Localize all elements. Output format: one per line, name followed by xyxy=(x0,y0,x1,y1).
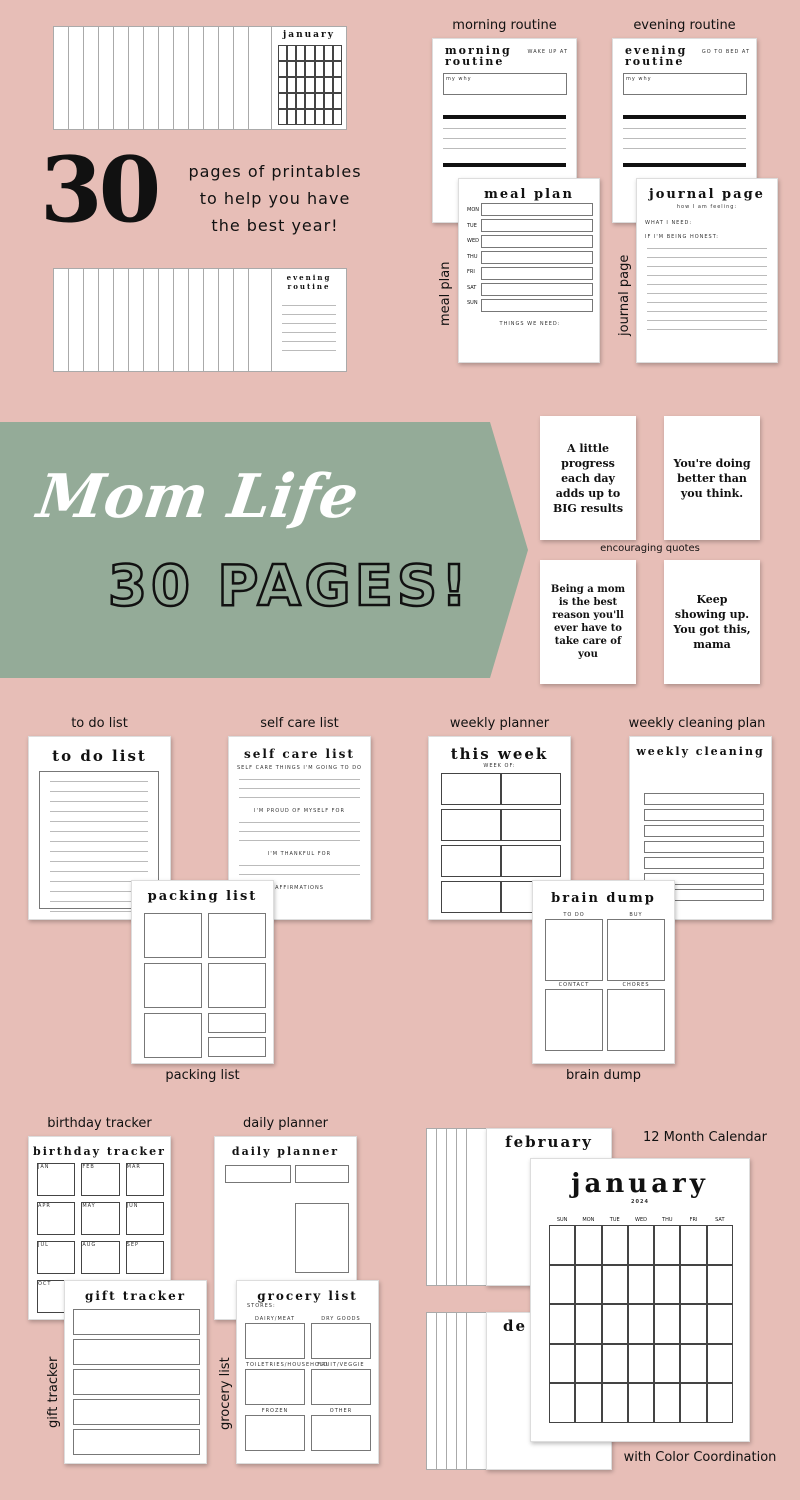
thumb-evening xyxy=(271,268,347,372)
gift-title: gift tracker xyxy=(84,1289,187,1303)
meal-foot: THINGS WE NEED: xyxy=(499,321,561,327)
selfcare-title: self care list xyxy=(244,747,355,761)
page-packing xyxy=(131,880,274,1064)
caption-brain: brain dump xyxy=(566,1068,641,1083)
thumbnail-strip-bottom xyxy=(53,268,347,372)
caption-journal-page: journal page xyxy=(617,254,632,336)
selfcare-line-2: I'M PROUD OF MYSELF FOR xyxy=(254,808,345,814)
caption-morning-routine: morning routine xyxy=(452,18,557,33)
caption-evening-routine: evening routine xyxy=(633,18,736,33)
evening-bed: GO TO BED AT xyxy=(701,49,750,55)
headline-tagline xyxy=(180,158,370,239)
morning-wake: WAKE UP AT xyxy=(527,49,568,55)
caption-cleaning: weekly cleaning plan xyxy=(628,716,766,731)
page-january xyxy=(530,1158,750,1442)
banner-subtitle: 30 PAGES! xyxy=(108,554,471,619)
week-of: WEEK OF: xyxy=(483,763,516,769)
brain-title: brain dump xyxy=(551,891,656,906)
journal-honest: IF I'M BEING HONEST: xyxy=(645,234,719,240)
caption-meal-plan: meal plan xyxy=(438,261,453,326)
birthday-title: birthday tracker xyxy=(33,1145,166,1158)
caption-color-coordination: with Color Coordination xyxy=(623,1450,777,1465)
january-year: 2024 xyxy=(631,1199,649,1205)
thumbnail-strip-top xyxy=(53,26,347,130)
page-brain-dump: brain dump TO DO BUY CONTACT CHORES xyxy=(532,880,675,1064)
caption-weekly: weekly planner xyxy=(449,716,550,731)
grocery-stores: STORES: xyxy=(247,1303,276,1309)
meal-title: meal plan xyxy=(484,187,574,202)
evening-title: evening routine xyxy=(625,44,688,68)
selfcare-line-1: SELF CARE THINGS I'M GOING TO DO xyxy=(237,765,362,771)
january-weekdays: SUN MON TUE WED THU FRI SAT xyxy=(556,1217,725,1223)
morning-why: my why xyxy=(446,76,472,82)
quote-card-1: A little progress each day adds up to BIG results xyxy=(540,416,636,540)
caption-birthday: birthday tracker xyxy=(47,1116,152,1131)
headline-number: 30 xyxy=(40,137,158,243)
week-title: this week xyxy=(450,745,549,763)
selfcare-line-4: AFFIRMATIONS xyxy=(275,885,324,891)
journal-title: journal page xyxy=(649,187,765,202)
caption-selfcare: self care list xyxy=(260,716,339,731)
todo-title: to do list xyxy=(52,747,147,765)
tagline-line-1: pages of printables xyxy=(188,162,362,181)
grocery-title: grocery list xyxy=(257,1289,358,1303)
thumb-january xyxy=(271,26,347,130)
cleaning-title: weekly cleaning xyxy=(636,745,765,758)
february-title: february xyxy=(505,1133,593,1151)
page-gift xyxy=(64,1280,207,1464)
caption-calendar: 12 Month Calendar xyxy=(642,1130,767,1145)
evening-why: my why xyxy=(626,76,652,82)
journal-need: WHAT I NEED: xyxy=(645,220,693,226)
page-grocery: grocery list STORES: DAIRY/MEAT DRY GOODS TOILETRIES/HOUSEHOLD FRUIT/VEGGIE FROZEN OTHER xyxy=(236,1280,379,1464)
packing-title: packing list xyxy=(147,889,258,904)
january-grid xyxy=(549,1225,733,1423)
banner-title: Mom Life xyxy=(33,462,363,532)
morning-title: morning routine xyxy=(445,44,512,68)
quote-card-2: You're doing better than you think. xyxy=(664,416,760,540)
page-journal xyxy=(636,178,778,363)
caption-quotes: encouraging quotes xyxy=(600,543,700,554)
caption-packing: packing list xyxy=(165,1068,240,1083)
page-birthday: birthday tracker JAN FEB MAR APR MAY JUN JUL AUG SEP OCT xyxy=(28,1136,171,1320)
caption-gift: gift tracker xyxy=(46,1356,61,1428)
caption-todo: to do list xyxy=(71,716,128,731)
thumb-january-title: january xyxy=(283,30,335,40)
thumb-evening-title: evening routine xyxy=(286,273,332,291)
quote-card-3: Being a mom is the best reason you'll ever have to take care of you xyxy=(540,560,636,684)
daily-title: daily planner xyxy=(231,1145,340,1158)
caption-grocery: grocery list xyxy=(218,1357,233,1430)
tagline-line-2: to help you have xyxy=(199,189,351,208)
caption-daily: daily planner xyxy=(243,1116,328,1131)
tagline-line-3: the best year! xyxy=(211,216,339,235)
january-title: january xyxy=(571,1169,709,1199)
banner-arrow xyxy=(0,422,530,678)
journal-sub: how I am feeling: xyxy=(676,204,738,210)
december-title: de xyxy=(503,1317,528,1335)
page-meal-plan xyxy=(458,178,600,363)
quote-card-4: Keep showing up. You got this, mama xyxy=(664,560,760,684)
selfcare-line-3: I'M THANKFUL FOR xyxy=(267,851,332,857)
meal-days: MON TUE WED THU FRI SAT SUN xyxy=(467,207,479,306)
